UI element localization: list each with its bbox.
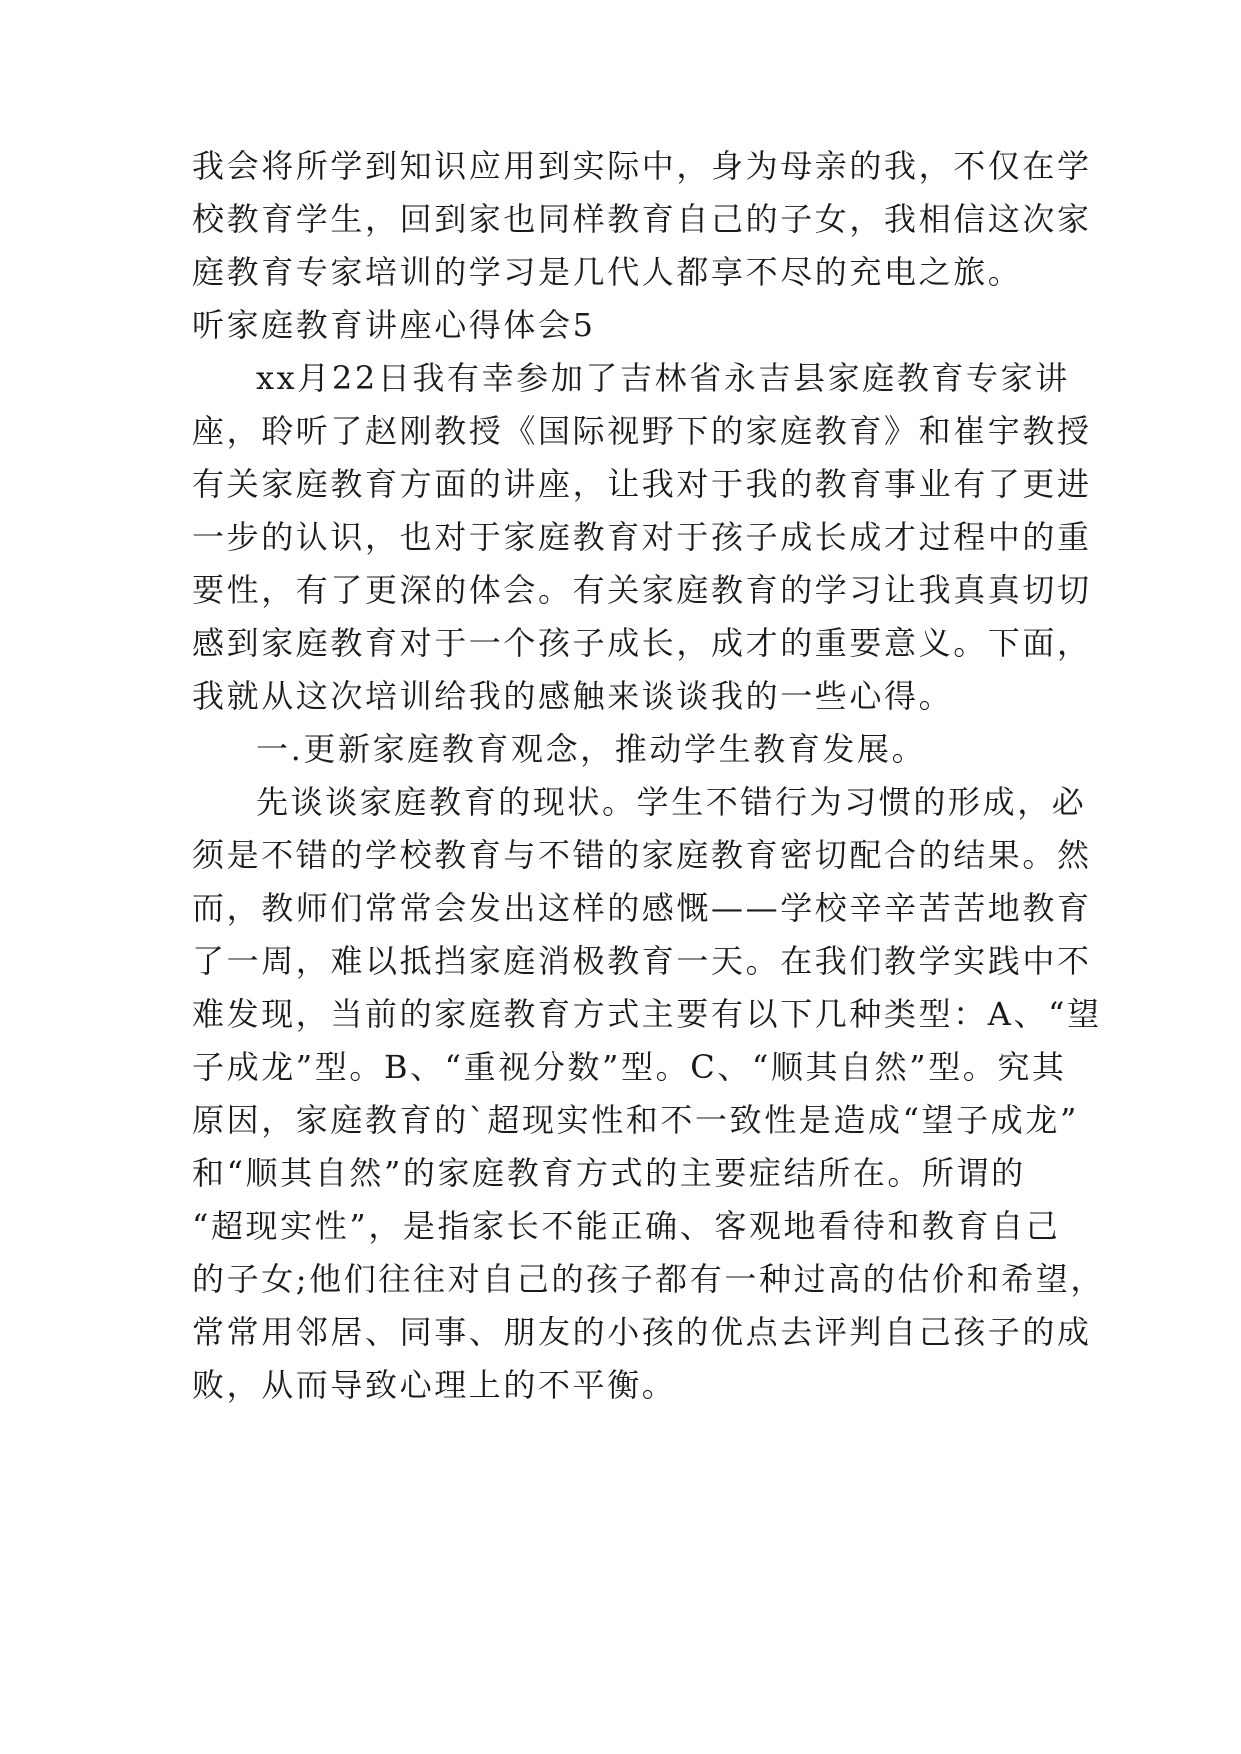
text-line: 子成龙”型。B、“重视分数”型。C、“顺其自然”型。究其 xyxy=(192,1048,1067,1086)
text-line: 校教育学生，回到家也同样教育自己的子女，我相信这次家 xyxy=(192,200,1092,238)
text-line: 我就从这次培训给我的感触来谈谈我的一些心得。 xyxy=(192,677,954,715)
subheading: 一.更新家庭教育观念，推动学生教育发展。 xyxy=(256,730,927,768)
text-line: 须是不错的学校教育与不错的家庭教育密切配合的结果。然 xyxy=(192,836,1092,874)
text-line: 败，从而导致心理上的不平衡。 xyxy=(192,1366,677,1404)
section-heading: 听家庭教育讲座心得体会5 xyxy=(192,306,596,344)
text-line: 了一周，难以抵挡家庭消极教育一天。在我们教学实践中不 xyxy=(192,942,1092,980)
text-line: 要性，有了更深的体会。有关家庭教育的学习让我真真切切 xyxy=(192,571,1092,609)
text-line: “超现实性”，是指家长不能正确、客观地看待和教育自己 xyxy=(192,1207,1061,1245)
text-line: 先谈谈家庭教育的现状。学生不错行为习惯的形成，必 xyxy=(256,783,1087,821)
text-line: 有关家庭教育方面的讲座，让我对于我的教育事业有了更进 xyxy=(192,465,1092,503)
text-line: 而，教师们常常会发出这样的感慨——学校辛辛苦苦地教育 xyxy=(192,889,1092,927)
text-line: 和“顺其自然”的家庭教育方式的主要症结所在。所谓的 xyxy=(192,1154,1026,1192)
text-line: 庭教育专家培训的学习是几代人都享不尽的充电之旅。 xyxy=(192,253,1023,291)
text-line: 一步的认识，也对于家庭教育对于孩子成长成才过程中的重 xyxy=(192,518,1092,556)
text-line: 的子女;他们往往对自己的孩子都有一种过高的估价和希望， xyxy=(192,1260,1105,1298)
text-line: 难发现，当前的家庭教育方式主要有以下几种类型：A、“望 xyxy=(192,995,1102,1033)
text-line: 我会将所学到知识应用到实际中，身为母亲的我，不仅在学 xyxy=(192,147,1092,185)
text-line: 感到家庭教育对于一个孩子成长，成才的重要意义。下面， xyxy=(192,624,1092,662)
text-line: 原因，家庭教育的`超现实性和不一致性是造成“望子成龙” xyxy=(192,1101,1079,1139)
text-line: xx月22日我有幸参加了吉林省永吉县家庭教育专家讲 xyxy=(256,359,1070,397)
text-line: 常常用邻居、同事、朋友的小孩的优点去评判自己孩子的成 xyxy=(192,1313,1092,1351)
text-line: 座，聆听了赵刚教授《国际视野下的家庭教育》和崔宇教授 xyxy=(192,412,1092,450)
